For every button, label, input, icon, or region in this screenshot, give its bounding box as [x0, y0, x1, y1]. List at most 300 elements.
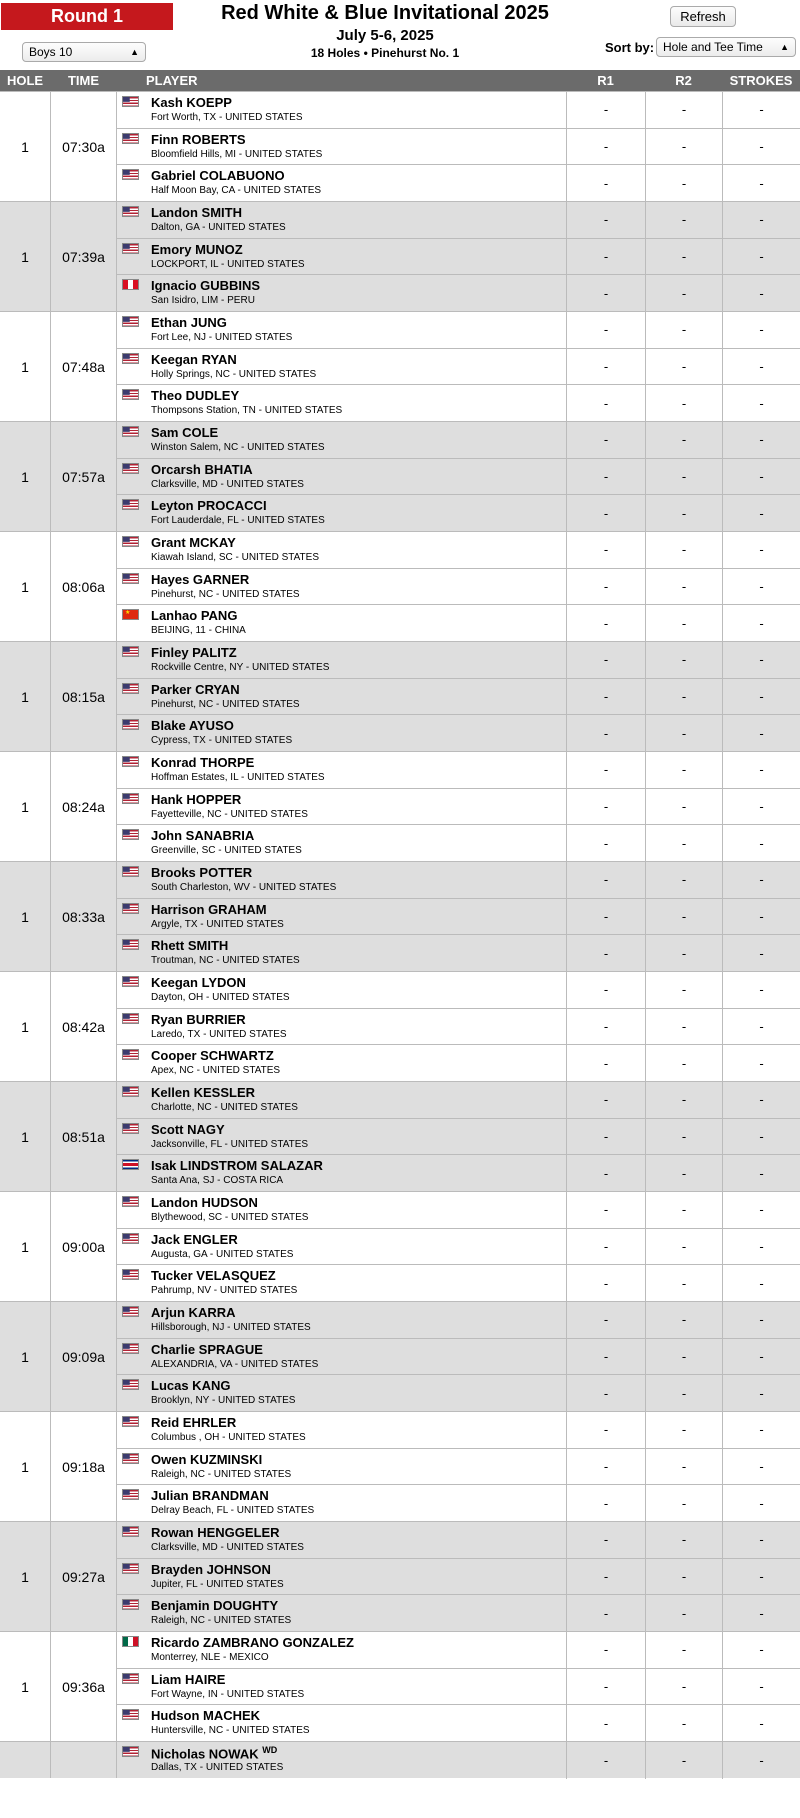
- player-location: Hillsborough, NJ - UNITED STATES: [151, 1322, 311, 1333]
- player-name-text: Nicholas NOWAK: [151, 1746, 259, 1762]
- player-location: Kiawah Island, SC - UNITED STATES: [151, 552, 320, 563]
- flag-us-icon: [122, 243, 139, 254]
- flag-us-icon: [122, 1526, 139, 1537]
- player-row[interactable]: [117, 862, 800, 899]
- score-r1: -: [566, 1302, 645, 1338]
- player-name-text: Landon HUDSON: [151, 1195, 258, 1210]
- player-name[interactable]: [151, 718, 234, 733]
- score-strokes: -: [722, 862, 800, 898]
- player-row[interactable]: [117, 385, 800, 422]
- score-r1: -: [566, 752, 645, 788]
- player-row[interactable]: [117, 349, 800, 386]
- player-row[interactable]: [117, 1412, 800, 1449]
- score-r2: -: [645, 605, 722, 642]
- score-strokes: -: [722, 972, 800, 1008]
- player-location: Hoffman Estates, IL - UNITED STATES: [151, 772, 325, 783]
- sort-label: Sort by:: [605, 40, 655, 55]
- score-strokes: -: [722, 275, 800, 312]
- score-r1: -: [566, 605, 645, 642]
- player-name-text: Finn ROBERTS: [151, 131, 246, 147]
- flag-us-icon: [122, 1269, 139, 1280]
- flag-us-icon: [122, 1233, 139, 1244]
- player-row[interactable]: [117, 165, 800, 202]
- player-name[interactable]: [151, 1415, 236, 1430]
- flag-mx-icon: [122, 1636, 139, 1647]
- player-name[interactable]: [151, 1305, 236, 1320]
- player-name-text: Hank HOPPER: [151, 791, 242, 807]
- score-strokes: -: [722, 1522, 800, 1558]
- score-strokes: -: [722, 789, 800, 825]
- player-name[interactable]: [151, 95, 232, 110]
- player-row[interactable]: [117, 532, 800, 569]
- player-name[interactable]: [151, 755, 254, 770]
- page-header: [0, 0, 800, 70]
- player-location: Fort Lee, NJ - UNITED STATES: [151, 332, 293, 343]
- table-header: [0, 70, 800, 91]
- player-row[interactable]: [117, 642, 800, 679]
- player-row[interactable]: [117, 1082, 800, 1119]
- player-name[interactable]: [151, 1195, 258, 1210]
- player-name[interactable]: [151, 572, 249, 587]
- flag-us-icon: [122, 536, 139, 547]
- player-row[interactable]: [117, 1669, 800, 1706]
- score-r2: -: [645, 1265, 722, 1302]
- player-location: Fort Worth, TX - UNITED STATES: [151, 112, 303, 123]
- score-r2: -: [645, 642, 722, 678]
- score-strokes: -: [722, 1742, 800, 1779]
- player-row[interactable]: [117, 1449, 800, 1486]
- tee-group: [0, 1521, 800, 1631]
- player-name-text: Landon SMITH: [151, 205, 242, 220]
- player-row[interactable]: [117, 1522, 800, 1559]
- player-name[interactable]: [151, 498, 267, 513]
- score-r1: -: [566, 239, 645, 275]
- group-hole: 1: [0, 1082, 51, 1191]
- score-r1: -: [566, 1045, 645, 1082]
- player-row[interactable]: [117, 899, 800, 936]
- flag-us-icon: [122, 1599, 139, 1610]
- score-r2: -: [645, 1082, 722, 1118]
- group-tee-time: 08:06a: [51, 532, 117, 641]
- player-name-text: Rowan HENGGELER: [151, 1525, 280, 1540]
- player-row[interactable]: [117, 1339, 800, 1376]
- player-name[interactable]: [151, 1122, 225, 1137]
- score-strokes: -: [722, 1009, 800, 1045]
- event-title: Red White & Blue Invitational 2025: [221, 2, 549, 24]
- player-name[interactable]: [151, 975, 246, 990]
- col-strokes[interactable]: STROKES: [729, 73, 793, 88]
- group-hole: 1: [0, 422, 51, 531]
- tee-group: [0, 1301, 800, 1411]
- refresh-button[interactable]: Refresh: [670, 6, 736, 27]
- player-name-text: Julian BRANDMAN: [151, 1488, 269, 1504]
- score-r2: -: [645, 1632, 722, 1668]
- player-name[interactable]: [151, 1598, 278, 1613]
- flag-us-icon: [122, 1049, 139, 1060]
- score-r2: -: [645, 385, 722, 422]
- player-location: Fort Wayne, IN - UNITED STATES: [151, 1688, 305, 1700]
- score-r2: -: [645, 1229, 722, 1265]
- score-r1: -: [566, 1669, 645, 1705]
- player-row[interactable]: [117, 605, 800, 642]
- player-name[interactable]: [151, 1378, 230, 1393]
- player-location: Clarksville, MD - UNITED STATES: [151, 478, 304, 490]
- score-r1: -: [566, 1155, 645, 1192]
- player-location: Jupiter, FL - UNITED STATES: [151, 1578, 284, 1590]
- score-strokes: -: [722, 422, 800, 458]
- player-location: Thompsons Station, TN - UNITED STATES: [151, 405, 343, 417]
- player-row[interactable]: [117, 679, 800, 716]
- flag-us-icon: [122, 1453, 139, 1464]
- player-row[interactable]: [117, 972, 800, 1009]
- group-hole: 1: [0, 1192, 51, 1301]
- player-row[interactable]: [117, 1302, 800, 1339]
- group-hole: 1: [0, 92, 51, 201]
- score-r2: -: [645, 1412, 722, 1448]
- player-row[interactable]: [117, 239, 800, 276]
- player-name-text: Orcarsh BHATIA: [151, 461, 253, 477]
- player-row[interactable]: [117, 1229, 800, 1266]
- player-name-text: Ryan BURRIER: [151, 1011, 246, 1027]
- player-name[interactable]: [151, 608, 237, 623]
- player-row[interactable]: [117, 202, 800, 239]
- flag-us-icon: [122, 573, 139, 584]
- score-r1: -: [566, 495, 645, 532]
- tee-group: [0, 1631, 800, 1741]
- flag-us-icon: [122, 463, 139, 474]
- player-name[interactable]: [151, 682, 240, 697]
- flag-us-icon: [122, 1673, 139, 1684]
- player-name[interactable]: [151, 462, 253, 477]
- division-select-value: Boys 10: [29, 45, 73, 59]
- score-r1: -: [566, 789, 645, 825]
- group-hole: 1: [0, 532, 51, 641]
- player-row[interactable]: [117, 1705, 800, 1742]
- group-hole: [0, 1742, 51, 1778]
- flag-us-icon: [122, 499, 139, 510]
- player-location: Argyle, TX - UNITED STATES: [151, 918, 284, 930]
- player-row[interactable]: [117, 1485, 800, 1522]
- score-r1: -: [566, 1449, 645, 1485]
- score-r1: -: [566, 422, 645, 458]
- group-tee-time: 09:09a: [51, 1302, 117, 1411]
- player-name[interactable]: [151, 352, 237, 367]
- col-time[interactable]: TIME: [67, 73, 100, 88]
- player-row[interactable]: [117, 1595, 800, 1632]
- score-strokes: -: [722, 642, 800, 678]
- group-hole: 1: [0, 972, 51, 1081]
- player-location: Raleigh, NC - UNITED STATES: [151, 1615, 292, 1627]
- player-location: Brooklyn, NY - UNITED STATES: [151, 1395, 296, 1407]
- player-location: Delray Beach, FL - UNITED STATES: [151, 1505, 315, 1517]
- player-name[interactable]: [151, 242, 243, 257]
- score-r1: -: [566, 1119, 645, 1155]
- score-r1: -: [566, 1265, 645, 1302]
- player-row[interactable]: [117, 1632, 800, 1669]
- player-location: Dalton, GA - UNITED STATES: [151, 222, 286, 233]
- score-r2: -: [645, 1559, 722, 1595]
- tee-group: [0, 421, 800, 531]
- group-hole: 1: [0, 202, 51, 311]
- player-name[interactable]: [151, 1012, 246, 1027]
- score-strokes: -: [722, 349, 800, 385]
- player-name-text: Scott NAGY: [151, 1121, 225, 1137]
- tee-group: [0, 861, 800, 971]
- score-strokes: -: [722, 1449, 800, 1485]
- flag-us-icon: [122, 426, 139, 437]
- group-hole: 1: [0, 1302, 51, 1411]
- flag-us-icon: [122, 1489, 139, 1500]
- score-strokes: -: [722, 165, 800, 202]
- player-row[interactable]: [117, 1045, 800, 1082]
- player-name-text: Gabriel COLABUONO: [151, 168, 285, 184]
- player-name[interactable]: [151, 828, 254, 843]
- flag-us-icon: [122, 719, 139, 730]
- score-strokes: -: [722, 1265, 800, 1302]
- player-location: Blythewood, SC - UNITED STATES: [151, 1212, 309, 1223]
- player-row[interactable]: [117, 1009, 800, 1046]
- flag-us-icon: [122, 1343, 139, 1354]
- player-name-text: Keegan RYAN: [151, 351, 237, 367]
- group-hole: 1: [0, 642, 51, 751]
- score-r1: -: [566, 532, 645, 568]
- group-tee-time: 09:18a: [51, 1412, 117, 1521]
- player-name[interactable]: [151, 1708, 260, 1723]
- score-strokes: -: [722, 752, 800, 788]
- player-row[interactable]: [117, 789, 800, 826]
- player-name-text: Jack ENGLER: [151, 1231, 238, 1247]
- flag-us-icon: [122, 1196, 139, 1207]
- player-location: Raleigh, NC - UNITED STATES: [151, 1468, 292, 1480]
- score-strokes: -: [722, 1632, 800, 1668]
- flag-us-icon: [122, 1123, 139, 1134]
- player-name[interactable]: [151, 1085, 255, 1100]
- group-tee-time: 07:48a: [51, 312, 117, 421]
- player-name[interactable]: [151, 1525, 280, 1540]
- player-name[interactable]: [151, 535, 236, 550]
- score-r2: -: [645, 165, 722, 202]
- score-strokes: -: [722, 825, 800, 862]
- player-location: BEIJING, 11 - CHINA: [151, 625, 246, 637]
- group-hole: 1: [0, 752, 51, 861]
- score-strokes: -: [722, 532, 800, 568]
- player-row[interactable]: [117, 1559, 800, 1596]
- player-name-text: Keegan LYDON: [151, 975, 246, 990]
- score-r1: -: [566, 1375, 645, 1412]
- score-r1: -: [566, 935, 645, 972]
- score-r2: -: [645, 752, 722, 788]
- player-name-text: Parker CRYAN: [151, 681, 240, 697]
- player-name-text: Emory MUNOZ: [151, 241, 243, 257]
- flag-us-icon: [122, 133, 139, 144]
- player-name-text: Isak LINDSTROM SALAZAR: [151, 1158, 323, 1174]
- flag-us-icon: [122, 793, 139, 804]
- score-r1: -: [566, 1595, 645, 1632]
- player-location: Apex, NC - UNITED STATES: [151, 1065, 281, 1077]
- division-select[interactable]: [22, 42, 146, 62]
- player-name[interactable]: [151, 902, 267, 917]
- player-name[interactable]: [151, 132, 246, 147]
- score-strokes: -: [722, 1192, 800, 1228]
- score-r2: -: [645, 459, 722, 495]
- col-r1[interactable]: R1: [597, 73, 614, 88]
- score-strokes: -: [722, 1119, 800, 1155]
- score-r2: -: [645, 972, 722, 1008]
- player-name-text: Theo DUDLEY: [151, 388, 240, 404]
- group-tee-time: 08:15a: [51, 642, 117, 751]
- score-r2: -: [645, 532, 722, 568]
- player-name[interactable]: [151, 1452, 262, 1467]
- score-r2: -: [645, 1595, 722, 1632]
- score-r1: -: [566, 1742, 645, 1779]
- player-name[interactable]: [151, 1342, 263, 1357]
- score-r2: -: [645, 1522, 722, 1558]
- player-row[interactable]: [117, 1119, 800, 1156]
- player-name[interactable]: [151, 865, 252, 880]
- score-r1: -: [566, 1705, 645, 1742]
- tee-group: [0, 91, 800, 201]
- score-r2: -: [645, 129, 722, 165]
- group-hole: 1: [0, 312, 51, 421]
- score-r1: -: [566, 1192, 645, 1228]
- player-name[interactable]: [151, 645, 237, 660]
- player-name[interactable]: [151, 168, 285, 183]
- score-r1: -: [566, 972, 645, 1008]
- score-r1: -: [566, 1485, 645, 1522]
- score-strokes: -: [722, 1669, 800, 1705]
- player-row[interactable]: [117, 1155, 800, 1192]
- player-row[interactable]: [117, 129, 800, 166]
- tee-group: [0, 641, 800, 751]
- player-row[interactable]: [117, 459, 800, 496]
- player-name-text: Leyton PROCACCI: [151, 498, 267, 514]
- player-row[interactable]: [117, 1265, 800, 1302]
- player-name-text: Konrad THORPE: [151, 755, 255, 770]
- player-name[interactable]: [151, 1048, 274, 1063]
- flag-us-icon: [122, 1013, 139, 1024]
- group-hole: 1: [0, 1632, 51, 1741]
- player-name[interactable]: [151, 315, 227, 330]
- player-location: Half Moon Bay, CA - UNITED STATES: [151, 185, 322, 197]
- player-location: Pinehurst, NC - UNITED STATES: [151, 698, 300, 710]
- score-r1: -: [566, 569, 645, 605]
- player-name[interactable]: [151, 1635, 354, 1650]
- group-tee-time: 09:00a: [51, 1192, 117, 1301]
- tee-group: [0, 1741, 800, 1778]
- score-strokes: -: [722, 1045, 800, 1082]
- player-name-text: Lucas KANG: [151, 1378, 231, 1394]
- player-row[interactable]: [117, 495, 800, 532]
- player-row[interactable]: [117, 935, 800, 972]
- score-r1: -: [566, 129, 645, 165]
- score-strokes: -: [722, 202, 800, 238]
- player-name[interactable]: [151, 1232, 238, 1247]
- player-name[interactable]: [151, 1268, 276, 1283]
- player-name-text: Lanhao PANG: [151, 608, 238, 624]
- sort-select[interactable]: [656, 37, 796, 57]
- flag-us-icon: [122, 316, 139, 327]
- player-location: South Charleston, WV - UNITED STATES: [151, 882, 337, 893]
- score-r1: -: [566, 165, 645, 202]
- flag-us-icon: [122, 1306, 139, 1317]
- player-row[interactable]: [117, 825, 800, 862]
- player-name[interactable]: [151, 938, 228, 953]
- player-row[interactable]: [117, 1375, 800, 1412]
- player-name-text: Reid EHRLER: [151, 1415, 237, 1430]
- player-name[interactable]: [151, 792, 241, 807]
- player-row[interactable]: [117, 1192, 800, 1229]
- sort-select-value: Hole and Tee Time: [663, 40, 763, 54]
- flag-us-icon: [122, 389, 139, 400]
- score-r2: -: [645, 1485, 722, 1522]
- flag-us-icon: [122, 903, 139, 914]
- player-name[interactable]: [151, 205, 242, 220]
- player-name-text: Ricardo ZAMBRANO GONZALEZ: [151, 1635, 354, 1650]
- flag-us-icon: [122, 353, 139, 364]
- player-row[interactable]: [117, 715, 800, 752]
- flag-us-icon: [122, 829, 139, 840]
- group-tee-time: 08:33a: [51, 862, 117, 971]
- player-row[interactable]: [117, 422, 800, 459]
- player-name[interactable]: [151, 278, 260, 293]
- player-name[interactable]: [151, 425, 218, 440]
- player-row[interactable]: [117, 312, 800, 349]
- player-location: Dallas, TX - UNITED STATES: [151, 1762, 284, 1773]
- player-row[interactable]: [117, 92, 800, 129]
- player-row[interactable]: [117, 1742, 800, 1779]
- round-tab[interactable]: Round 1: [1, 3, 173, 30]
- player-name-text: Harrison GRAHAM: [151, 901, 267, 917]
- score-r2: -: [645, 495, 722, 532]
- score-r1: -: [566, 1082, 645, 1118]
- flag-us-icon: [122, 646, 139, 657]
- player-name-text: Rhett SMITH: [151, 938, 229, 954]
- player-location: Laredo, TX - UNITED STATES: [151, 1028, 287, 1040]
- score-strokes: -: [722, 715, 800, 752]
- player-name[interactable]: [151, 388, 239, 403]
- col-player[interactable]: PLAYER: [146, 73, 198, 88]
- tee-group: [0, 1411, 800, 1521]
- player-name-text: Sam COLE: [151, 425, 219, 440]
- col-r2[interactable]: R2: [675, 73, 692, 88]
- score-r2: -: [645, 1705, 722, 1742]
- score-strokes: -: [722, 385, 800, 422]
- player-name[interactable]: [151, 1158, 323, 1173]
- player-row[interactable]: [117, 752, 800, 789]
- score-strokes: -: [722, 1302, 800, 1338]
- score-r2: -: [645, 1045, 722, 1082]
- player-location: Clarksville, MD - UNITED STATES: [151, 1542, 304, 1553]
- score-strokes: -: [722, 1705, 800, 1742]
- score-r1: -: [566, 899, 645, 935]
- player-name-text: Ethan JUNG: [151, 315, 227, 330]
- col-hole[interactable]: HOLE: [6, 73, 44, 88]
- player-location: Monterrey, NLE - MEXICO: [151, 1652, 269, 1663]
- player-name[interactable]: [151, 1745, 277, 1761]
- score-r1: -: [566, 1632, 645, 1668]
- tee-group: [0, 971, 800, 1081]
- player-row[interactable]: [117, 569, 800, 606]
- score-r2: -: [645, 1302, 722, 1338]
- player-name[interactable]: [151, 1672, 225, 1687]
- score-r2: -: [645, 1155, 722, 1192]
- player-location: San Isidro, LIM - PERU: [151, 295, 255, 307]
- flag-us-icon: [122, 1709, 139, 1720]
- player-name[interactable]: [151, 1488, 269, 1503]
- player-name[interactable]: [151, 1562, 271, 1577]
- player-name-text: Liam HAIRE: [151, 1671, 226, 1687]
- player-row[interactable]: [117, 275, 800, 312]
